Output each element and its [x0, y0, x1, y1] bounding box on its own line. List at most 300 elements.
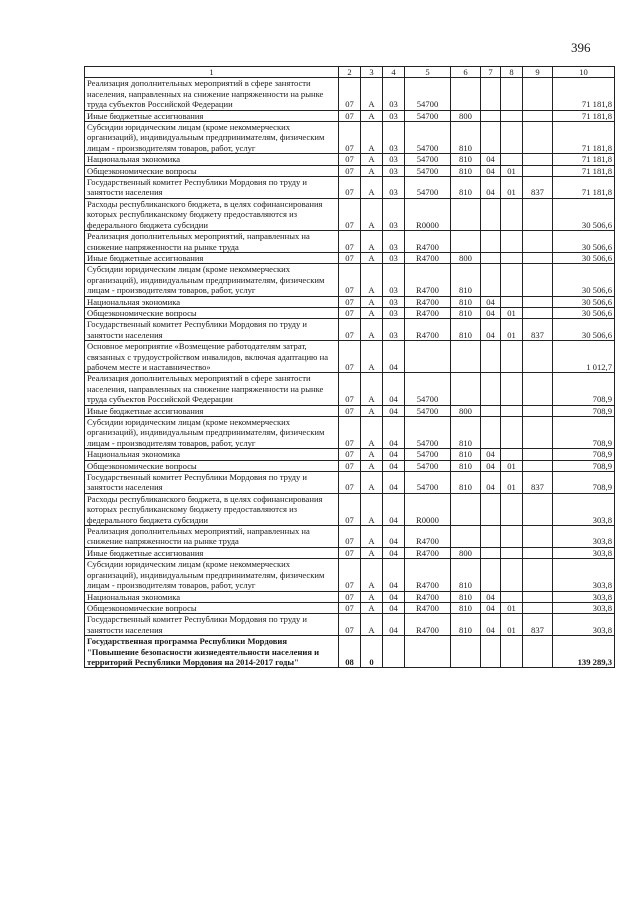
table-row [85, 165, 615, 176]
target-code-cell: 54700 [405, 405, 451, 416]
table-row [85, 319, 615, 341]
subprogram-code-cell: 04 [383, 526, 405, 548]
item-name-cell: Государственный комитет Республики Мордовия по труду и занятости населения [85, 472, 339, 494]
subprogram-code-cell: 03 [383, 177, 405, 199]
item-name-cell: Иные бюджетные ассигнования [85, 110, 339, 121]
subprogram-code-cell: 04 [383, 591, 405, 602]
expense-type-cell: 810 [451, 591, 481, 602]
ministry-code-cell [523, 341, 553, 373]
column-header: 2 [339, 67, 361, 78]
expense-type-cell: 810 [451, 122, 481, 154]
expense-type-cell: 810 [451, 177, 481, 199]
department-cell: 04 [481, 177, 501, 199]
program-code-cell: А [361, 264, 383, 296]
subprogram-code-cell: 03 [383, 264, 405, 296]
target-code-cell: 54700 [405, 460, 451, 471]
target-code-cell: 54700 [405, 449, 451, 460]
subsection-cell: 01 [501, 602, 523, 613]
amount-cell: 708,9 [553, 460, 615, 471]
expense-type-cell: 810 [451, 319, 481, 341]
department-cell: 04 [481, 460, 501, 471]
ministry-code-cell [523, 110, 553, 121]
section-code-cell: 07 [339, 252, 361, 263]
department-cell [481, 559, 501, 591]
amount-cell: 708,9 [553, 472, 615, 494]
ministry-code-cell [523, 449, 553, 460]
department-cell [481, 231, 501, 253]
item-name-cell: Реализация дополнительных мероприятий, направленных на снижение напряженности на рынке труда [85, 526, 339, 548]
page-number: 396 [571, 40, 591, 55]
table-row [85, 341, 615, 373]
target-code-cell: 54700 [405, 472, 451, 494]
amount-cell: 30 506,6 [553, 252, 615, 263]
department-cell: 04 [481, 449, 501, 460]
subprogram-code-cell: 04 [383, 373, 405, 405]
target-code-cell: R4700 [405, 307, 451, 318]
subprogram-code-cell: 04 [383, 559, 405, 591]
department-cell: 04 [481, 602, 501, 613]
item-name-cell: Субсидии юридическим лицам (кроме некоммерческих организаций), индивидуальным предпринимателям, физическим лицам - производителям товаров, работ, услуг [85, 417, 339, 449]
item-name-cell: Субсидии юридическим лицам (кроме некоммерческих организаций), индивидуальным предпринимателям, физическим лицам - производителям товаров, работ, услуг [85, 122, 339, 154]
column-header: 9 [523, 67, 553, 78]
program-code-cell: А [361, 460, 383, 471]
table-row [85, 493, 615, 525]
subsection-cell [501, 122, 523, 154]
table-row [85, 591, 615, 602]
program-code-cell: А [361, 602, 383, 613]
table-row [85, 231, 615, 253]
column-header: 1 [85, 67, 339, 78]
item-name-cell: Реализация дополнительных мероприятий, направленных на снижение напряженности на рынке труда [85, 231, 339, 253]
program-code-cell: А [361, 122, 383, 154]
department-cell [481, 78, 501, 110]
department-cell [481, 417, 501, 449]
target-code-cell: 54700 [405, 110, 451, 121]
program-code-cell: А [361, 198, 383, 230]
section-code-cell: 07 [339, 341, 361, 373]
program-code-cell: А [361, 231, 383, 253]
program-code-cell: А [361, 614, 383, 636]
ministry-code-cell: 837 [523, 472, 553, 494]
program-code-cell: А [361, 110, 383, 121]
table-row [85, 449, 615, 460]
target-code-cell: R4700 [405, 296, 451, 307]
expense-type-cell: 810 [451, 614, 481, 636]
department-cell [481, 405, 501, 416]
subprogram-code-cell: 04 [383, 405, 405, 416]
ministry-code-cell [523, 547, 553, 558]
program-code-cell: А [361, 472, 383, 494]
program-code-cell: 0 [361, 636, 383, 668]
ministry-code-cell [523, 307, 553, 318]
department-cell [481, 341, 501, 373]
target-code-cell: 54700 [405, 122, 451, 154]
subsection-cell [501, 559, 523, 591]
budget-table [84, 66, 615, 668]
subsection-cell [501, 110, 523, 121]
amount-cell: 303,8 [553, 559, 615, 591]
amount-cell: 708,9 [553, 373, 615, 405]
subsection-cell [501, 449, 523, 460]
amount-cell: 71 181,8 [553, 165, 615, 176]
subsection-cell [501, 264, 523, 296]
ministry-code-cell [523, 636, 553, 668]
program-code-cell: А [361, 547, 383, 558]
target-code-cell: R4700 [405, 559, 451, 591]
subsection-cell [501, 636, 523, 668]
program-code-cell: А [361, 493, 383, 525]
table-row [85, 122, 615, 154]
table-row [85, 177, 615, 199]
subprogram-code-cell: 03 [383, 296, 405, 307]
subprogram-code-cell: 04 [383, 493, 405, 525]
section-code-cell: 07 [339, 493, 361, 525]
expense-type-cell [451, 231, 481, 253]
department-cell: 04 [481, 472, 501, 494]
subsection-cell [501, 154, 523, 165]
subprogram-code-cell [383, 636, 405, 668]
department-cell: 04 [481, 614, 501, 636]
target-code-cell: R4700 [405, 614, 451, 636]
subsection-cell: 01 [501, 165, 523, 176]
target-code-cell: R0000 [405, 198, 451, 230]
amount-cell: 30 506,6 [553, 264, 615, 296]
ministry-code-cell [523, 122, 553, 154]
section-code-cell: 07 [339, 110, 361, 121]
section-code-cell: 07 [339, 264, 361, 296]
amount-cell: 30 506,6 [553, 296, 615, 307]
target-code-cell: 54700 [405, 417, 451, 449]
amount-cell: 303,8 [553, 614, 615, 636]
amount-cell: 30 506,6 [553, 198, 615, 230]
department-cell [481, 373, 501, 405]
department-cell [481, 198, 501, 230]
expense-type-cell: 810 [451, 449, 481, 460]
subprogram-code-cell: 03 [383, 307, 405, 318]
ministry-code-cell [523, 165, 553, 176]
item-name-cell: Национальная экономика [85, 591, 339, 602]
subsection-cell [501, 591, 523, 602]
item-name-cell: Расходы республиканского бюджета, в целях софинансирования которых республиканскому бюджету предоставляются из федерального бюджета субсидии [85, 493, 339, 525]
item-name-cell: Общеэкономические вопросы [85, 165, 339, 176]
amount-cell: 30 506,6 [553, 307, 615, 318]
subprogram-code-cell: 03 [383, 78, 405, 110]
item-name-cell: Национальная экономика [85, 154, 339, 165]
amount-cell: 71 181,8 [553, 110, 615, 121]
subprogram-code-cell: 03 [383, 165, 405, 176]
ministry-code-cell [523, 591, 553, 602]
table-row [85, 472, 615, 494]
expense-type-cell: 810 [451, 602, 481, 613]
program-code-cell: А [361, 307, 383, 318]
target-code-cell: R4700 [405, 591, 451, 602]
section-code-cell: 07 [339, 417, 361, 449]
amount-cell: 303,8 [553, 493, 615, 525]
expense-type-cell: 800 [451, 252, 481, 263]
section-code-cell: 07 [339, 296, 361, 307]
program-code-cell: А [361, 154, 383, 165]
expense-type-cell: 810 [451, 417, 481, 449]
program-code-cell: А [361, 373, 383, 405]
department-cell: 04 [481, 296, 501, 307]
expense-type-cell: 810 [451, 460, 481, 471]
table-row [85, 252, 615, 263]
section-code-cell: 07 [339, 373, 361, 405]
subsection-cell: 01 [501, 460, 523, 471]
subprogram-code-cell: 03 [383, 110, 405, 121]
program-code-cell: А [361, 252, 383, 263]
table-row [85, 198, 615, 230]
target-code-cell: R4700 [405, 252, 451, 263]
subprogram-code-cell: 04 [383, 602, 405, 613]
ministry-code-cell: 837 [523, 177, 553, 199]
ministry-code-cell [523, 198, 553, 230]
ministry-code-cell [523, 405, 553, 416]
section-code-cell: 07 [339, 165, 361, 176]
target-code-cell: 54700 [405, 177, 451, 199]
amount-cell: 303,8 [553, 547, 615, 558]
target-code-cell [405, 636, 451, 668]
amount-cell: 708,9 [553, 417, 615, 449]
target-code-cell: 54700 [405, 165, 451, 176]
table-row [85, 526, 615, 548]
subprogram-code-cell: 04 [383, 547, 405, 558]
column-header: 4 [383, 67, 405, 78]
ministry-code-cell [523, 493, 553, 525]
expense-type-cell: 810 [451, 472, 481, 494]
column-header: 7 [481, 67, 501, 78]
amount-cell: 71 181,8 [553, 177, 615, 199]
amount-cell: 303,8 [553, 526, 615, 548]
subprogram-code-cell: 04 [383, 472, 405, 494]
department-cell [481, 122, 501, 154]
department-cell: 04 [481, 307, 501, 318]
table-row [85, 78, 615, 110]
column-header: 8 [501, 67, 523, 78]
department-cell [481, 110, 501, 121]
table-row [85, 602, 615, 613]
target-code-cell: R0000 [405, 493, 451, 525]
expense-type-cell [451, 198, 481, 230]
ministry-code-cell [523, 296, 553, 307]
section-code-cell: 07 [339, 307, 361, 318]
item-name-cell: Национальная экономика [85, 296, 339, 307]
program-code-cell: А [361, 559, 383, 591]
amount-cell: 303,8 [553, 602, 615, 613]
section-code-cell: 07 [339, 122, 361, 154]
expense-type-cell [451, 78, 481, 110]
item-name-cell: Реализация дополнительных мероприятий в сфере занятости населения, направленных на снижение напряженности на рынке труда субъектов Российской Федерации [85, 78, 339, 110]
column-header: 3 [361, 67, 383, 78]
amount-cell: 708,9 [553, 449, 615, 460]
target-code-cell: 54700 [405, 78, 451, 110]
amount-cell: 71 181,8 [553, 154, 615, 165]
target-code-cell: R4700 [405, 319, 451, 341]
subprogram-code-cell: 03 [383, 122, 405, 154]
section-code-cell: 07 [339, 78, 361, 110]
section-code-cell: 07 [339, 460, 361, 471]
subprogram-code-cell: 03 [383, 252, 405, 263]
ministry-code-cell [523, 252, 553, 263]
expense-type-cell: 810 [451, 559, 481, 591]
section-code-cell: 07 [339, 449, 361, 460]
item-name-cell: Иные бюджетные ассигнования [85, 547, 339, 558]
department-cell: 04 [481, 319, 501, 341]
expense-type-cell [451, 636, 481, 668]
section-code-cell: 07 [339, 198, 361, 230]
amount-cell: 71 181,8 [553, 122, 615, 154]
program-code-cell: А [361, 177, 383, 199]
department-cell [481, 252, 501, 263]
table-row [85, 559, 615, 591]
item-name-cell: Иные бюджетные ассигнования [85, 252, 339, 263]
ministry-code-cell [523, 78, 553, 110]
amount-cell: 139 289,3 [553, 636, 615, 668]
column-header: 10 [553, 67, 615, 78]
section-code-cell: 07 [339, 547, 361, 558]
target-code-cell: R4700 [405, 547, 451, 558]
ministry-code-cell: 837 [523, 319, 553, 341]
department-cell [481, 547, 501, 558]
program-code-cell: А [361, 417, 383, 449]
target-code-cell: R4700 [405, 264, 451, 296]
section-code-cell: 07 [339, 602, 361, 613]
table-row [85, 460, 615, 471]
program-code-cell: А [361, 341, 383, 373]
expense-type-cell: 800 [451, 547, 481, 558]
section-code-cell: 07 [339, 405, 361, 416]
subsection-cell [501, 373, 523, 405]
department-cell [481, 526, 501, 548]
program-code-cell: А [361, 296, 383, 307]
item-name-cell: Национальная экономика [85, 449, 339, 460]
subprogram-code-cell: 04 [383, 614, 405, 636]
department-cell [481, 264, 501, 296]
ministry-code-cell [523, 373, 553, 405]
table-row [85, 405, 615, 416]
subsection-cell: 01 [501, 307, 523, 318]
section-code-cell: 07 [339, 559, 361, 591]
subsection-cell [501, 252, 523, 263]
section-code-cell: 07 [339, 472, 361, 494]
target-code-cell: R4700 [405, 526, 451, 548]
section-code-cell: 07 [339, 154, 361, 165]
subprogram-code-cell: 04 [383, 417, 405, 449]
subsection-cell: 01 [501, 177, 523, 199]
item-name-cell: Основное мероприятие «Возмещение работодателям затрат, связанных с трудоустройством инвалидов, включая адаптацию на рабочем месте и наставничество» [85, 341, 339, 373]
ministry-code-cell [523, 154, 553, 165]
ministry-code-cell [523, 602, 553, 613]
item-name-cell: Общеэкономические вопросы [85, 602, 339, 613]
table-row [85, 614, 615, 636]
subsection-cell [501, 198, 523, 230]
expense-type-cell: 800 [451, 110, 481, 121]
department-cell [481, 636, 501, 668]
expense-type-cell [451, 373, 481, 405]
section-code-cell: 07 [339, 526, 361, 548]
table-row [85, 307, 615, 318]
target-code-cell: R4700 [405, 602, 451, 613]
subprogram-code-cell: 03 [383, 154, 405, 165]
subsection-cell [501, 417, 523, 449]
table-row [85, 264, 615, 296]
subsection-cell [501, 526, 523, 548]
department-cell: 04 [481, 154, 501, 165]
program-code-cell: А [361, 449, 383, 460]
item-name-cell: Иные бюджетные ассигнования [85, 405, 339, 416]
item-name-cell: Государственная программа Республики Мордовия "Повышение безопасности жизнедеятельности населения и территорий Республики Мордовия на 2014-2017 годы" [85, 636, 339, 668]
target-code-cell: R4700 [405, 231, 451, 253]
program-code-cell: А [361, 405, 383, 416]
subprogram-code-cell: 03 [383, 319, 405, 341]
item-name-cell: Общеэкономические вопросы [85, 307, 339, 318]
expense-type-cell: 810 [451, 165, 481, 176]
subprogram-code-cell: 03 [383, 198, 405, 230]
subprogram-code-cell: 04 [383, 341, 405, 373]
ministry-code-cell [523, 526, 553, 548]
ministry-code-cell [523, 231, 553, 253]
expense-type-cell [451, 526, 481, 548]
expense-type-cell: 810 [451, 296, 481, 307]
item-name-cell: Субсидии юридическим лицам (кроме некоммерческих организаций), индивидуальным предпринимателям, физическим лицам - производителям товаров, работ, услуг [85, 264, 339, 296]
program-code-cell: А [361, 526, 383, 548]
department-cell: 04 [481, 591, 501, 602]
subsection-cell [501, 341, 523, 373]
subsection-cell: 01 [501, 319, 523, 341]
section-code-cell: 07 [339, 177, 361, 199]
program-code-cell: А [361, 591, 383, 602]
table-row [85, 417, 615, 449]
target-code-cell: 54700 [405, 373, 451, 405]
target-code-cell: 54700 [405, 154, 451, 165]
program-code-cell: А [361, 165, 383, 176]
department-cell: 04 [481, 165, 501, 176]
item-name-cell: Общеэкономические вопросы [85, 460, 339, 471]
subsection-cell [501, 493, 523, 525]
table-row [85, 547, 615, 558]
table-row [85, 296, 615, 307]
subsection-cell [501, 405, 523, 416]
amount-cell: 303,8 [553, 591, 615, 602]
subsection-cell: 01 [501, 614, 523, 636]
expense-type-cell: 800 [451, 405, 481, 416]
section-code-cell: 07 [339, 591, 361, 602]
expense-type-cell [451, 341, 481, 373]
header-row [85, 67, 615, 78]
table-row [85, 110, 615, 121]
subprogram-code-cell: 04 [383, 460, 405, 471]
subsection-cell: 01 [501, 472, 523, 494]
subprogram-code-cell: 04 [383, 449, 405, 460]
section-code-cell: 07 [339, 231, 361, 253]
subsection-cell [501, 547, 523, 558]
ministry-code-cell [523, 264, 553, 296]
item-name-cell: Государственный комитет Республики Мордовия по труду и занятости населения [85, 177, 339, 199]
target-code-cell [405, 341, 451, 373]
table-row [85, 636, 615, 668]
ministry-code-cell [523, 559, 553, 591]
expense-type-cell: 810 [451, 307, 481, 318]
item-name-cell: Расходы республиканского бюджета, в целях софинансирования которых республиканскому бюджету предоставляются из федерального бюджета субсидии [85, 198, 339, 230]
ministry-code-cell: 837 [523, 614, 553, 636]
department-cell [481, 493, 501, 525]
subprogram-code-cell: 03 [383, 231, 405, 253]
amount-cell: 30 506,6 [553, 231, 615, 253]
subsection-cell [501, 78, 523, 110]
program-code-cell: А [361, 319, 383, 341]
amount-cell: 1 012,7 [553, 341, 615, 373]
column-header: 5 [405, 67, 451, 78]
